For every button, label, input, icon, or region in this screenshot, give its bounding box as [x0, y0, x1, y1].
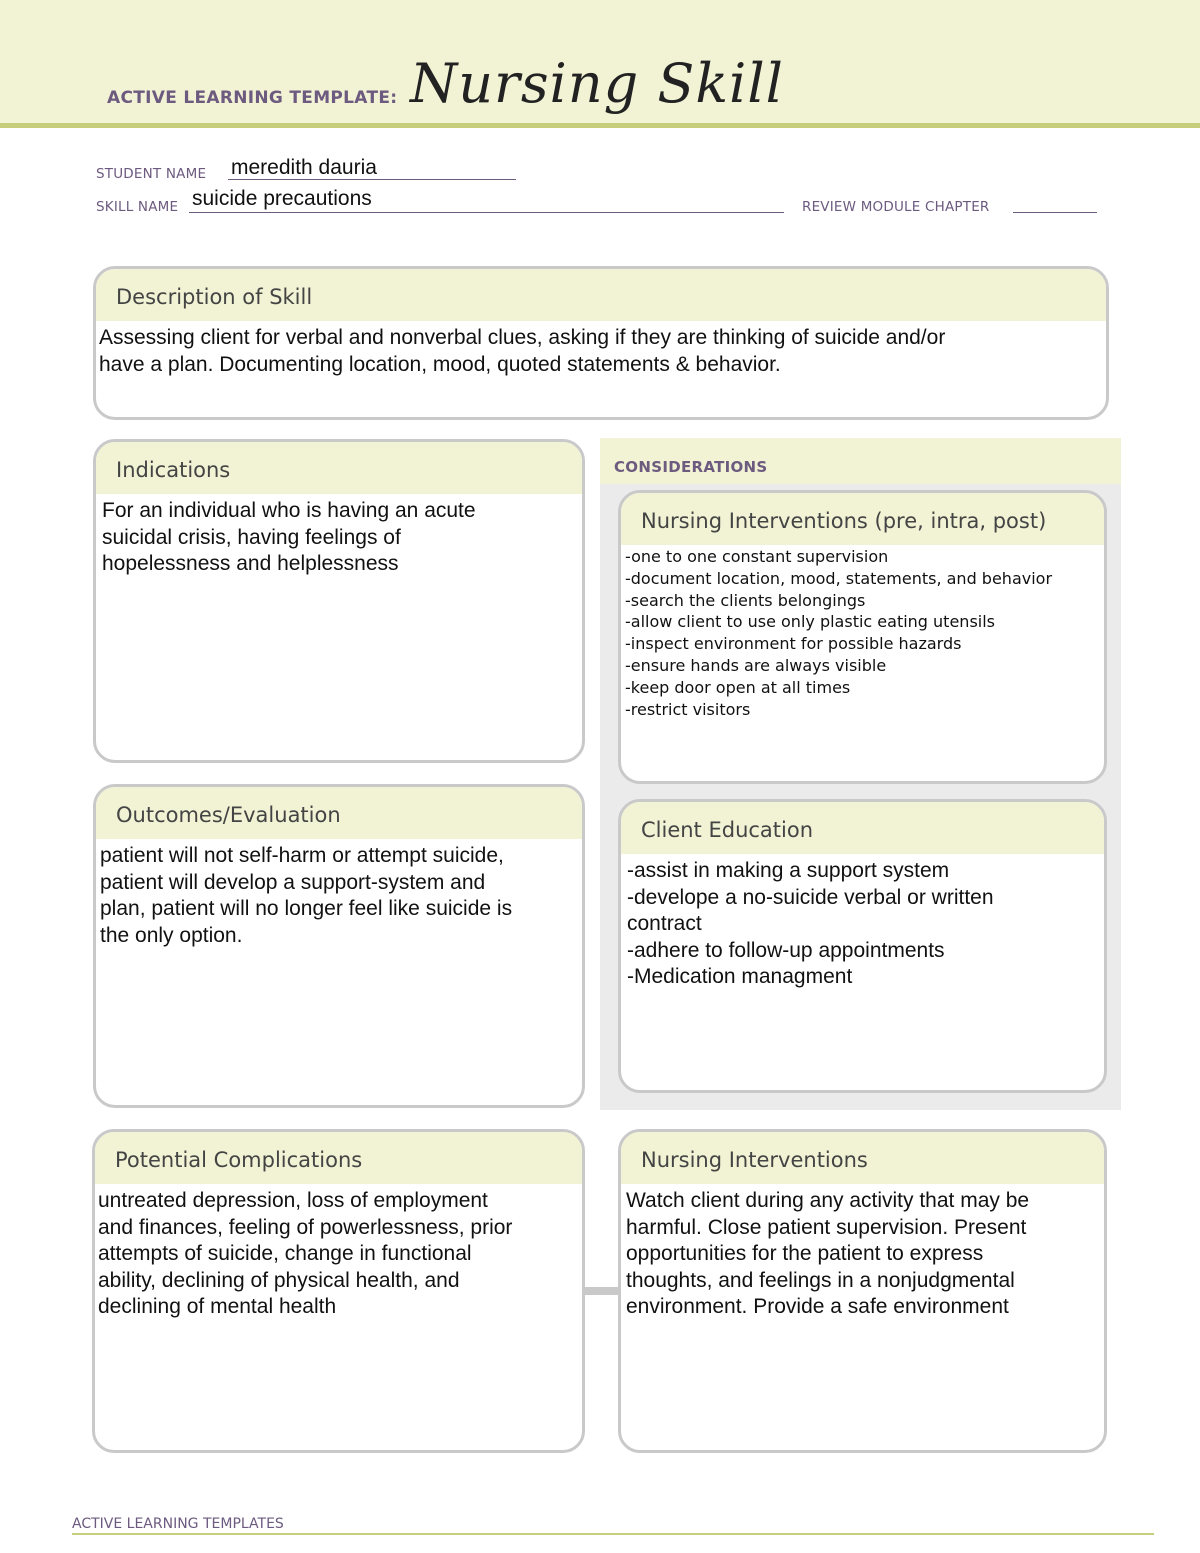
description-box	[93, 266, 1109, 420]
complications-text[interactable]: untreated depression, loss of employment and finances, feeling of powerlessness, prior attempts of suicide, change in functional ability, declining of physical health, and declining of mental health	[98, 1189, 513, 1318]
skill-name-label: SKILL NAME	[96, 199, 179, 215]
indications-box	[93, 439, 585, 763]
outcomes-title: Outcomes/Evaluation	[96, 787, 582, 839]
nursing-interventions-pre-intra-post-text[interactable]: -one to one constant supervision -document location, mood, statements, and behavior -search the clients belongings -allow client to use only plastic eating utensils -inspect environment for possible hazards -ensure hands are always visible -keep door open at all times -restrict visitors	[625, 547, 1053, 719]
client-education-title: Client Education	[621, 802, 1104, 854]
client-education-box	[618, 799, 1107, 1093]
student-name-field[interactable]: meredith dauria	[231, 156, 377, 179]
description-text[interactable]: Assessing client for verbal and nonverbal clues, asking if they are thinking of suicide and/or have a plan. Documenting location, mood, quoted statements & behavior.	[99, 326, 946, 376]
connector-bar	[582, 1287, 621, 1295]
indications-title: Indications	[96, 442, 582, 494]
header-rule	[0, 123, 1200, 128]
page-title: Nursing Skill	[410, 52, 784, 115]
nursing-interventions-pre-intra-post-box	[618, 490, 1107, 784]
nursing-interventions-box	[618, 1129, 1107, 1453]
skill-name-field[interactable]: suicide precautions	[192, 187, 372, 210]
nursing-interventions-pre-intra-post-title: Nursing Interventions (pre, intra, post)	[621, 493, 1104, 545]
description-title: Description of Skill	[96, 269, 1106, 321]
nursing-interventions-text[interactable]: Watch client during any activity that may be harmful. Close patient supervision. Present opportunities for the patient to express thoughts, and feelings in a nonjudgmental environment. Provide a safe environment	[626, 1189, 1030, 1318]
complications-box	[92, 1129, 585, 1453]
skill-name-line	[189, 212, 784, 213]
student-name-label: STUDENT NAME	[96, 166, 207, 182]
template-label: ACTIVE LEARNING TEMPLATE:	[107, 88, 398, 108]
complications-title: Potential Complications	[95, 1132, 582, 1184]
considerations-label: CONSIDERATIONS	[614, 458, 768, 476]
outcomes-text[interactable]: patient will not self-harm or attempt suicide, patient will develop a support-system and plan, patient will no longer feel like suicide is the only option.	[100, 844, 513, 947]
nursing-interventions-title: Nursing Interventions	[621, 1132, 1104, 1184]
client-education-text[interactable]: -assist in making a support system -develope a no-suicide verbal or written contract -adhere to follow-up appointments -Medication managment	[627, 859, 994, 988]
outcomes-box	[93, 784, 585, 1108]
review-module-field[interactable]	[1013, 212, 1097, 213]
footer-rule	[72, 1533, 1154, 1535]
footer-text: ACTIVE LEARNING TEMPLATES	[72, 1516, 284, 1532]
indications-text[interactable]: For an individual who is having an acute suicidal crisis, having feelings of hopelessness and helplessness	[102, 499, 476, 575]
review-module-label: REVIEW MODULE CHAPTER	[802, 199, 990, 215]
